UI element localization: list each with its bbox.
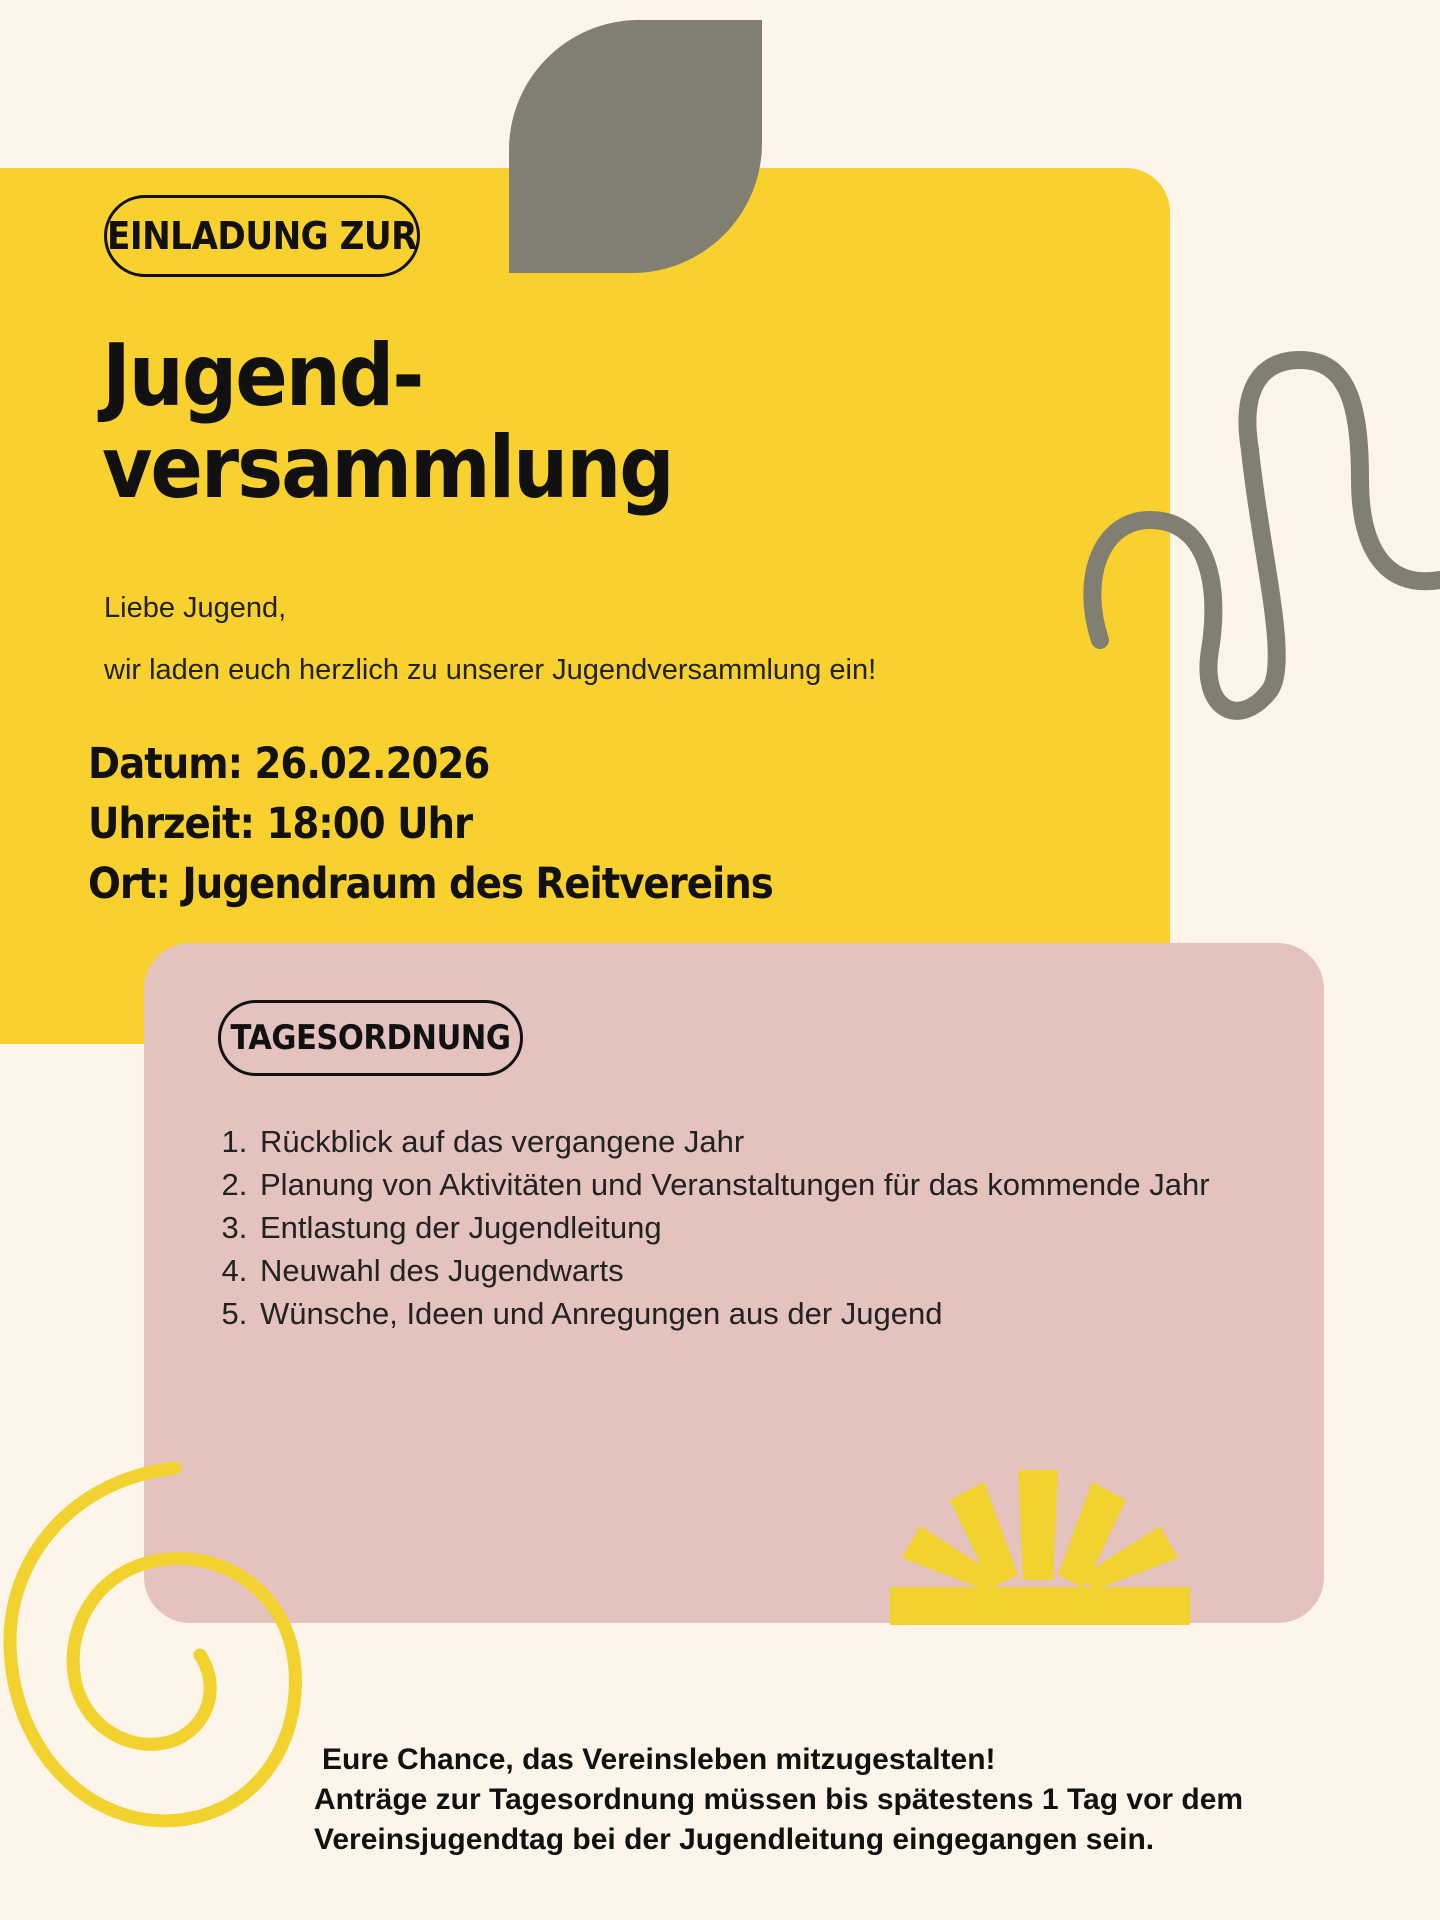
agenda-item: 5. Wünsche, Ideen und Anregungen aus der Jugend [256, 1292, 1276, 1335]
sun-icon [890, 1460, 1190, 1625]
event-date: Datum: 26.02.2026 [88, 739, 490, 789]
agenda-item: 3. Entlastung der Jugendleitung [256, 1206, 1276, 1249]
title-line-1: Jugend- [102, 326, 423, 426]
squiggle-decoration [1060, 330, 1440, 750]
intro-text: wir laden euch herzlich zu unserer Jugendversammlung ein! [104, 654, 877, 686]
invitation-label: EINLADUNG ZUR [107, 214, 418, 258]
title-line-2: versammlung [102, 418, 673, 518]
event-details [88, 734, 773, 914]
agenda-item: 2. Planung von Aktivitäten und Veranstaltungen für das kommende Jahr [256, 1163, 1276, 1206]
spiral-decoration [0, 1440, 320, 1860]
footer-line-2: Anträge zur Tagesordnung müssen bis spätestens 1 Tag vor dem Vereinsjugendtag bei der Jugendleitung eingegangen sein. [314, 1783, 1244, 1856]
agenda-item: 1. Rückblick auf das vergangene Jahr [256, 1120, 1276, 1163]
agenda-item: 4. Neuwahl des Jugendwarts [256, 1249, 1276, 1292]
footer-line-1: Eure Chance, das Vereinsleben mitzugestalten! [322, 1743, 996, 1776]
event-place: Ort: Jugendraum des Reitvereins [88, 859, 773, 909]
agenda-label: TAGESORDNUNG [230, 1018, 511, 1058]
agenda-list [214, 1120, 1276, 1335]
invitation-label-pill [104, 195, 420, 277]
footer-note [314, 1740, 1394, 1860]
event-time: Uhrzeit: 18:00 Uhr [88, 799, 473, 849]
greeting-text: Liebe Jugend, [104, 592, 287, 624]
page-title [102, 326, 673, 518]
agenda-label-pill [218, 1000, 523, 1076]
